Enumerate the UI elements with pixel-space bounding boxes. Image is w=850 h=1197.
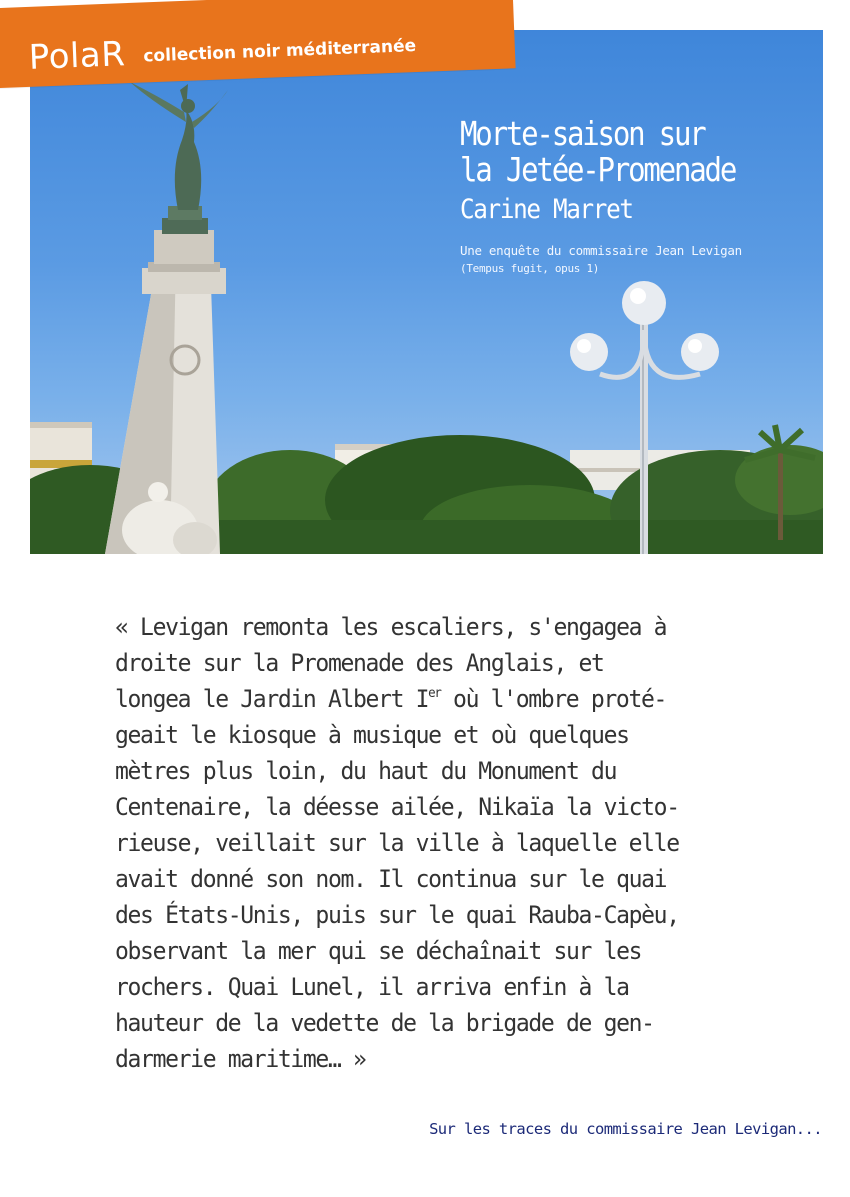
excerpt-line	[115, 681, 777, 717]
excerpt-line: rochers. Quai Lunel, il arriva enfin à la	[115, 973, 629, 1001]
excerpt-line-start: longea le Jardin Albert I	[115, 685, 429, 713]
book-excerpt	[115, 609, 777, 1077]
series-line: (Tempus fugit, opus 1)	[460, 262, 600, 275]
excerpt-line: droite sur la Promenade des Anglais, et	[115, 649, 604, 677]
excerpt-line: « Levigan remonta les escaliers, s'engagea à	[115, 613, 667, 641]
book-title-line-1: Morte-saison sur	[460, 114, 705, 153]
author-name: Carine Marret	[460, 194, 633, 225]
excerpt-line: Centenaire, la déesse ailée, Nikaïa la victo-	[115, 793, 679, 821]
excerpt-line: avait donné son nom. Il continua sur le quai	[115, 865, 667, 893]
excerpt-line: observant la mer qui se déchaînait sur les	[115, 937, 642, 965]
excerpt-line: mètres plus loin, du haut du Monument du	[115, 757, 617, 785]
collection-label: collection noir méditerranée	[143, 36, 417, 67]
excerpt-line-end: où l'ombre proté-	[440, 685, 667, 713]
book-subtitle	[460, 242, 742, 278]
tagline: Sur les traces du commissaire Jean Levigan...	[429, 1120, 822, 1138]
brand-logo-text: PolaR	[28, 34, 127, 78]
book-title	[460, 116, 735, 188]
book-title-line-2: la Jetée-Promenade	[460, 150, 736, 189]
superscript: er	[428, 686, 441, 701]
nice-monument-illustration	[30, 30, 823, 554]
excerpt-line: hauteur de la vedette de la brigade de gen-	[115, 1009, 654, 1037]
cover-photo	[30, 30, 823, 554]
excerpt-line: des États-Unis, puis sur le quai Rauba-Capèu,	[115, 901, 679, 929]
excerpt-line: geait le kiosque à musique et où quelques	[115, 721, 629, 749]
excerpt-line: rieuse, veillait sur la ville à laquelle elle	[115, 829, 679, 857]
subtitle-line: Une enquête du commissaire Jean Levigan	[460, 243, 742, 258]
excerpt-line: darmerie maritime… »	[115, 1045, 366, 1073]
